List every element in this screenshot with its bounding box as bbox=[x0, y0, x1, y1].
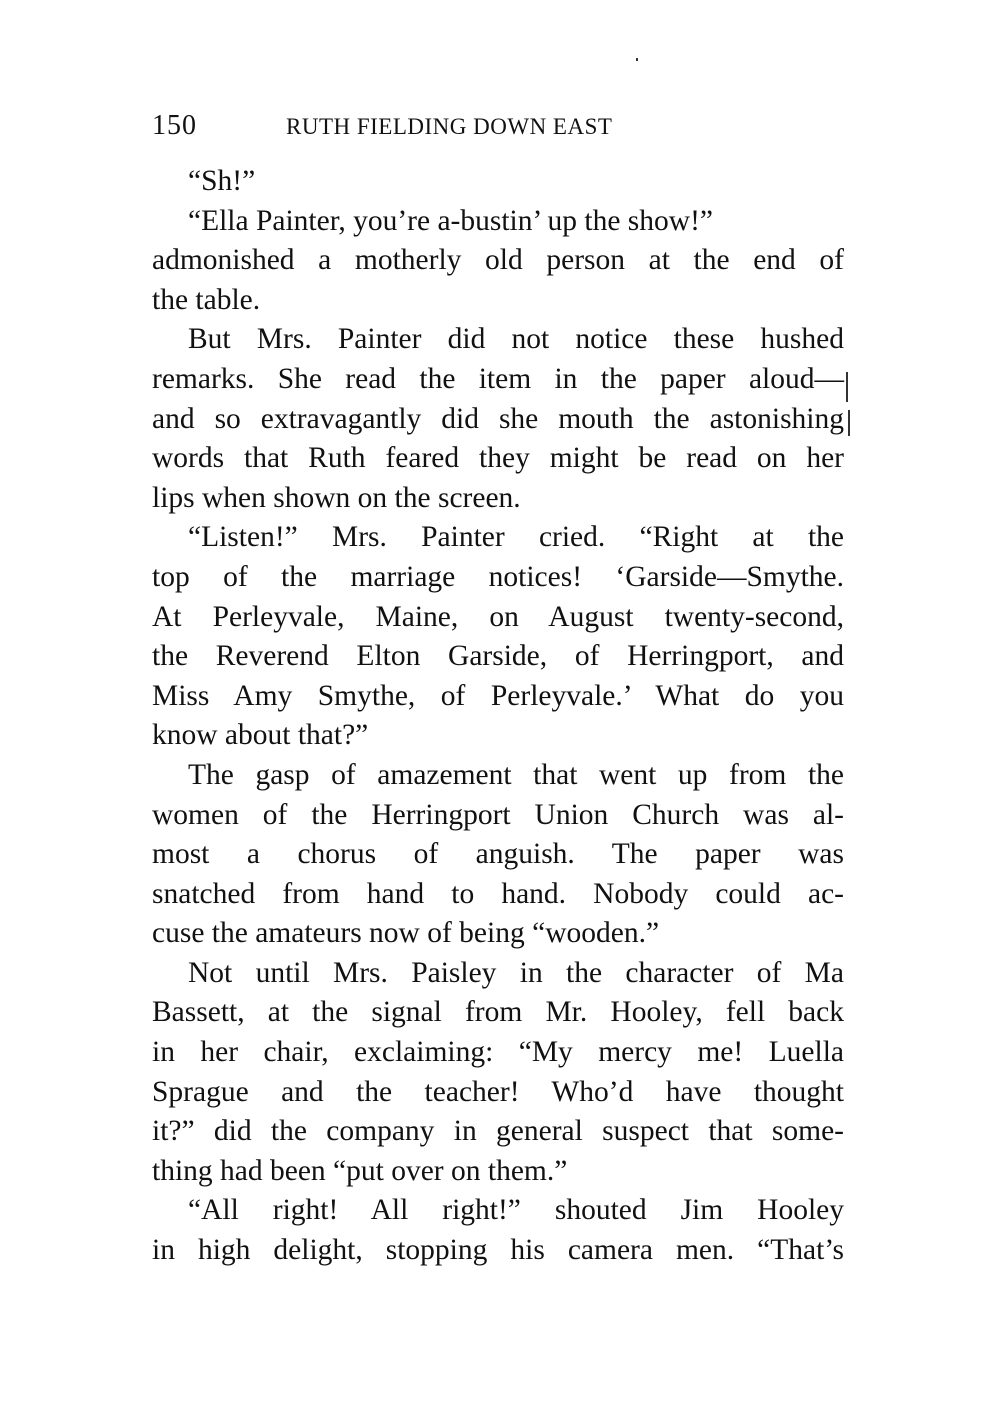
text-line: cuse the amateurs now of being “wooden.” bbox=[152, 917, 660, 950]
text-line: it?” did the company in general suspect that some- bbox=[152, 1115, 844, 1148]
text-line: Bassett, at the signal from Mr. Hooley, fell back bbox=[152, 996, 844, 1029]
text-line: “All right! All right!” shouted Jim Hooley bbox=[188, 1194, 844, 1227]
page-number: 150 bbox=[152, 110, 197, 141]
text-line: the table. bbox=[152, 283, 261, 316]
text-line: in high delight, stopping his camera men. “That’s bbox=[152, 1234, 844, 1267]
text-line: But Mrs. Painter did not notice these hushed bbox=[188, 323, 844, 356]
page-header bbox=[152, 110, 712, 150]
margin-mark bbox=[846, 372, 848, 402]
text-line: words that Ruth feared they might be read on her bbox=[152, 442, 844, 475]
text-line: and so extravagantly did she mouth the astonishing bbox=[152, 402, 844, 435]
margin-mark bbox=[636, 58, 638, 61]
text-line: admonished a motherly old person at the end of bbox=[152, 244, 844, 277]
text-line: thing had been “put over on them.” bbox=[152, 1154, 568, 1187]
text-line: Not until Mrs. Paisley in the character of Ma bbox=[188, 956, 844, 989]
text-line: in her chair, exclaiming: “My mercy me! Luella bbox=[152, 1036, 844, 1069]
text-line: “Listen!” Mrs. Painter cried. “Right at the bbox=[188, 521, 844, 554]
text-line: top of the marriage notices! ‘Garside—Smythe. bbox=[152, 560, 844, 593]
text-line: lips when shown on the screen. bbox=[152, 481, 521, 514]
text-line: At Perleyvale, Maine, on August twenty-second, bbox=[152, 600, 844, 633]
text-line: “Sh!” bbox=[188, 165, 256, 197]
body-text bbox=[152, 162, 844, 1271]
text-line: most a chorus of anguish. The paper was bbox=[152, 838, 844, 871]
text-line: remarks. She read the item in the paper aloud— bbox=[152, 362, 844, 395]
running-title: RUTH FIELDING DOWN EAST bbox=[286, 114, 613, 139]
text-line: women of the Herringport Union Church was al- bbox=[152, 798, 844, 831]
text-line: “Ella Painter, you’re a-bustin’ up the show!” bbox=[188, 204, 714, 237]
text-line: The gasp of amazement that went up from the bbox=[188, 758, 844, 791]
margin-mark bbox=[848, 410, 850, 436]
text-line: Sprague and the teacher! Who’d have thought bbox=[152, 1075, 844, 1108]
text-line: the Reverend Elton Garside, of Herringport, and bbox=[152, 640, 844, 673]
text-line: know about that?” bbox=[152, 719, 369, 752]
text-line: snatched from hand to hand. Nobody could ac- bbox=[152, 877, 844, 910]
text-line: Miss Amy Smythe, of Perleyvale.’ What do you bbox=[152, 679, 844, 712]
